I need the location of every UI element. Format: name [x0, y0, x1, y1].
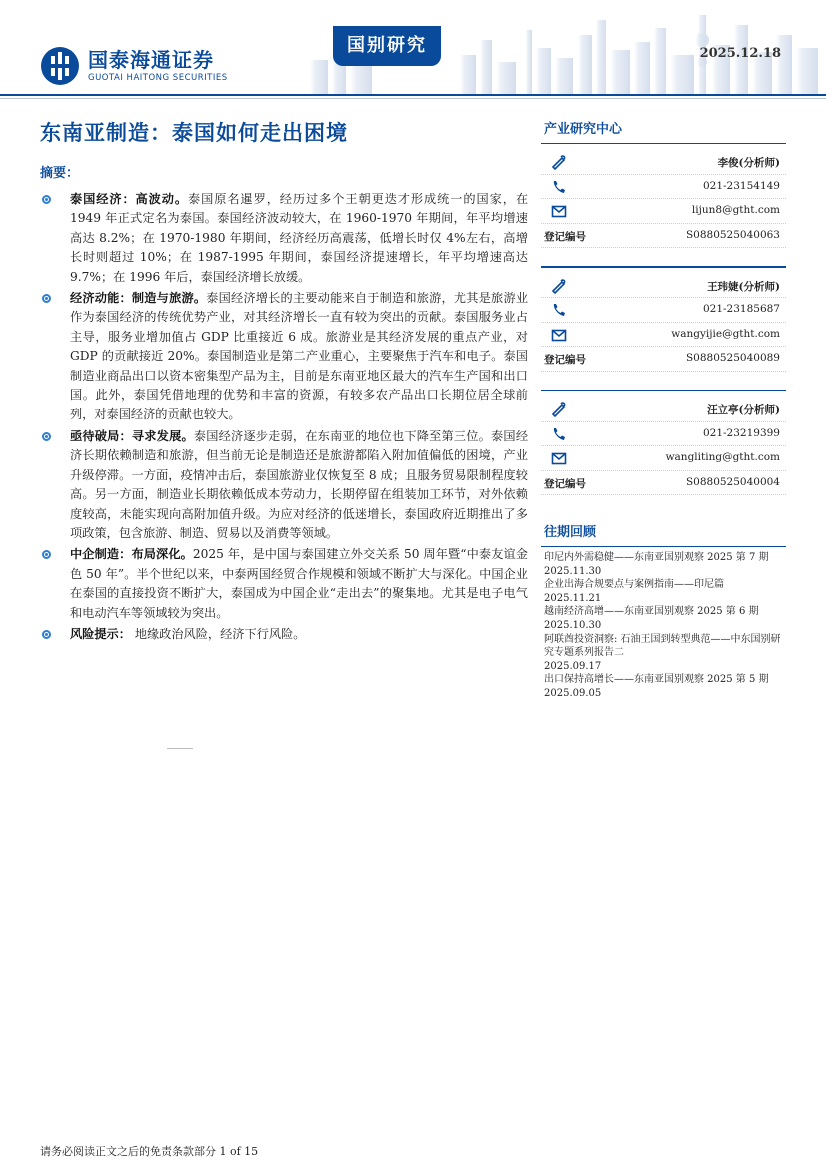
past-report-item[interactable]: [544, 673, 786, 700]
past-report-title: 越南经济高增——东南亚国别观察 2025 第 6 期: [544, 606, 759, 618]
analyst-reg-row: [541, 471, 786, 496]
analyst-phone: 021-23219399: [702, 426, 780, 439]
analyst-phone-row: [541, 422, 786, 447]
point-heading: 经济动能：制造与旅游。: [70, 291, 207, 306]
mail-icon: [551, 203, 567, 219]
analyst-reg-number: S0880525040004: [685, 475, 780, 488]
bullet-icon: [42, 630, 51, 639]
report-title: 东南亚制造：泰国如何走出困境: [40, 121, 348, 145]
analyst-name-row: [541, 150, 786, 175]
analyst-reg-number: S0880525040063: [685, 228, 780, 241]
past-report-date: 2025.09.17: [544, 660, 602, 672]
past-report-title: 出口保持高增长——东南亚国别观察 2025 第 5 期: [544, 674, 769, 686]
analyst-phone: 021-23185687: [702, 303, 780, 315]
point-heading: 风险提示：: [70, 626, 131, 641]
analyst-card: [541, 150, 786, 248]
point-text: 泰国原名暹罗，经历过多个王朝更迭才形成统一的国家，在 1949 年正式定名为泰国。泰国经济波动较大，在 1960-1970 年期间，年平均增速高达 8.2%；在 1970-1980 年期间，经济经历高震荡，低增长时仅 4%左右，高增长时则超过 10%；在 1987-1995 年期间，泰国经济提速增长，年平均增速高达 9.7%；在 1996 年后，泰国经济增长放缓。: [70, 192, 529, 284]
past-report-item[interactable]: [544, 578, 786, 605]
analyst-card: [541, 274, 786, 372]
past-report-title: 印尼内外需稳健——东南亚国别观察 2025 第 7 期: [544, 552, 769, 563]
research-center-title: 产业研究中心: [541, 112, 786, 144]
analyst-name: 王玮婕(分析师): [707, 280, 780, 293]
abstract-label: 摘要：: [40, 166, 80, 181]
pen-icon: [551, 401, 567, 417]
past-report-date: 2025.11.21: [544, 592, 602, 604]
phone-icon: [551, 426, 567, 442]
reg-label: 登记编号: [544, 354, 586, 366]
analyst-name: 汪立亭(分析师): [707, 404, 780, 416]
past-report-item[interactable]: [544, 551, 786, 578]
analyst-separator: [541, 390, 786, 392]
analyst-separator: [541, 266, 786, 268]
bullet-icon: [42, 195, 51, 204]
reg-label: 登记编号: [544, 477, 586, 490]
analyst-reg-number: S0880525040089: [685, 352, 780, 364]
past-report-item[interactable]: [544, 605, 786, 632]
abstract-point: [40, 625, 528, 644]
past-report-title: 阿联酋投资洞察: 石油王国到转型典范——中东国别研究专题系列报告二: [544, 633, 781, 659]
mail-icon: [551, 450, 567, 466]
point-heading: 亟待破局：寻求发展。: [70, 428, 194, 443]
point-text: 2025 年，是中国与泰国建立外交关系 50 周年暨“中泰友谊金色 50 年”。半个世纪以来，中泰两国经贸合作规模和领域不断扩大与深化。中国企业在泰国的直接投资不断扩大，泰国成为中国企业“走出去”的聚集地。尤其是电子电气和电动汽车等领域较为突出。: [70, 547, 528, 620]
analyst-reg-row: [541, 224, 786, 249]
pen-icon: [551, 278, 567, 294]
point-heading: 泰国经济：高波动。: [70, 192, 189, 206]
logo-chinese-name: 国泰海通证券: [88, 48, 214, 72]
abstract-body: [40, 190, 528, 644]
analyst-phone-row: [541, 175, 786, 200]
header-divider-thin: [0, 98, 826, 99]
abstract-point: [40, 190, 528, 287]
analyst-phone: 021-23154149: [702, 179, 780, 192]
past-reports-title: 往期回顾: [541, 515, 786, 547]
analyst-email-row: [541, 323, 786, 348]
logo-mark-icon: [40, 46, 80, 86]
page-footer: 请务必阅读正文之后的免责条款部分 1 of 15: [40, 1145, 259, 1158]
logo-english-name: GUOTAI HAITONG SECURITIES: [88, 73, 228, 83]
analyst-email-row: [541, 199, 786, 224]
analyst-name: 李俊(分析师): [717, 157, 780, 169]
analyst-name-row: [541, 274, 786, 299]
abstract-point: [40, 545, 528, 623]
past-report-date: 2025.11.30: [544, 565, 602, 577]
past-reports-list: [541, 551, 786, 701]
point-text: 地缘政治风险，经济下行风险。: [134, 626, 306, 641]
analyst-name-row: [541, 397, 786, 422]
pen-icon: [551, 154, 567, 170]
analyst-email[interactable]: lijun8@gtht.com: [691, 204, 780, 216]
past-report-item[interactable]: [544, 633, 786, 674]
analyst-email-row: [541, 446, 786, 471]
past-report-date: 2025.10.30: [544, 619, 602, 631]
sidebar: [541, 112, 786, 701]
mail-icon: [551, 327, 567, 343]
bullet-icon: [42, 432, 51, 441]
page-header: [0, 0, 826, 95]
analyst-card: [541, 397, 786, 495]
analyst-reg-row: [541, 347, 786, 372]
past-report-title: 企业出海合规要点与案例指南——印尼篇: [544, 579, 724, 591]
abstract-point: [40, 289, 528, 425]
bullet-icon: [42, 550, 51, 559]
point-heading: 中企制造：布局深化。: [70, 547, 193, 562]
phone-icon: [551, 179, 567, 195]
report-date: 2025.12.18: [699, 46, 781, 61]
reg-label: 登记编号: [544, 230, 586, 243]
past-report-date: 2025.09.05: [544, 687, 602, 699]
analyst-phone-row: [541, 298, 786, 323]
header-divider: [0, 94, 826, 96]
analyst-email[interactable]: wangliting@gtht.com: [665, 451, 780, 463]
company-logo: [40, 46, 228, 86]
report-type-tab: 国别研究: [333, 26, 441, 66]
abstract-point: [40, 427, 528, 543]
point-text: 泰国经济逐步走弱，在东南亚的地位也下降至第三位。泰国经济长期依赖制造和旅游，但当前无论是制造还是旅游都陷入附加值偏低的困境，产业升级停滞。一方面，疫情冲击后，泰国旅游业仅恢复至 8 成；且服务贸易限制程度较高。另一方面，制造业长期依赖低成本劳动力，长期停留在组装加工环节，对外依赖度较高，未能实现向高附加值升级。为应对经济的低迷增长，泰国政府近期推出了多项政策，包含旅游、制造、贸易以及消费等领域。: [70, 428, 529, 540]
analyst-email[interactable]: wangyijie@gtht.com: [671, 327, 780, 340]
phone-icon: [551, 302, 567, 318]
point-text: 泰国经济增长的主要动能来自于制造和旅游，尤其是旅游业作为泰国经济的传统优势产业，对其经济增长一直有较为突出的贡献。泰国服务业占主导，服务业增加值占 GDP 比重接近 6 成。旅游业是其经济发展的重点产业，对 GDP 的贡献接近 20%。泰国制造业是第二产业重心，主要聚焦于汽车和电子。泰国制造业商品出口以资本密集型产品为主，目前是东南亚地区最大的汽车生产国和出口国。此外，泰国凭借地理的优势和丰富的资源，有较多农产品出口长期位居全球前列，对泰国经济的贡献也较大。: [70, 291, 529, 422]
divider-mark: [167, 748, 193, 749]
bullet-icon: [42, 294, 51, 303]
